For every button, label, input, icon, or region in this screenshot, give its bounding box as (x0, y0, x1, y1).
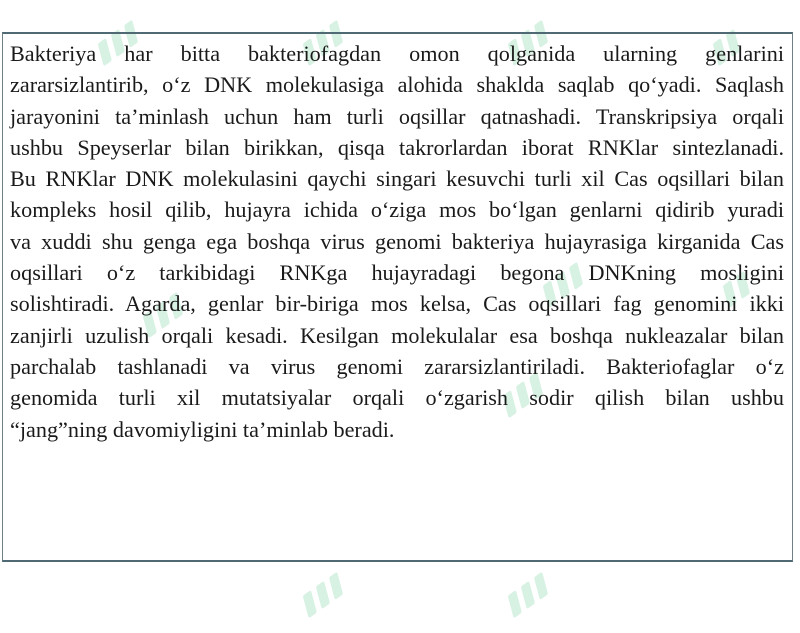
paragraph-line: va xuddi shu genga ega boshqa virus genomi bakteriya hujayrasiga kirganida Cas (10, 228, 784, 254)
paragraph-line: solishtiradi. Agarda, genlar bir-biriga mos kelsa, Cas oqsillari fag genomini ikki (10, 291, 784, 317)
paragraph-line: jarayonini ta’minlash uchun ham turli oqsillar qatnashadi. Transkripsiya orqali (10, 103, 784, 129)
paragraph-line: Bu RNKlar DNK molekulasini qaychi singari kesuvchi turli xil Cas oqsillari bilan (10, 166, 784, 192)
paragraph-line: genomida turli xil mutatsiyalar orqali o‘zgarish sodir qilish bilan ushbu (10, 385, 784, 411)
body-paragraph (10, 38, 784, 445)
paragraph-line: parchalab tashlanadi va virus genomi zararsizlantiriladi. Bakteriofaglar o‘z (10, 353, 784, 379)
paragraph-line: oqsillari o‘z tarkibidagi RNKga hujayradagi begona DNKning mosligini (10, 260, 784, 286)
paragraph-line: ushbu Speyserlar bilan birikkan, qisqa takrorlardan iborat RNKlar sintezlanadi. (10, 134, 784, 160)
paragraph-line: “jang”ning davomiyligini ta’minlab beradi. (10, 416, 395, 442)
paragraph-line: kompleks hosil qilib, hujayra ichida o‘ziga mos bo‘lgan genlarni qidirib yuradi (10, 197, 784, 223)
paragraph-line: Bakteriya har bitta bakteriofagdan omon qolganida ularning genlarini (10, 41, 784, 66)
paragraph-line: zararsizlantirib, o‘z DNK molekulasiga alohida shaklda saqlab qo‘yadi. Saqlash (10, 72, 784, 98)
paragraph-line: zanjirli uzulish orqali kesadi. Kesilgan molekulalar esa boshqa nukleazalar bilan (10, 322, 784, 348)
